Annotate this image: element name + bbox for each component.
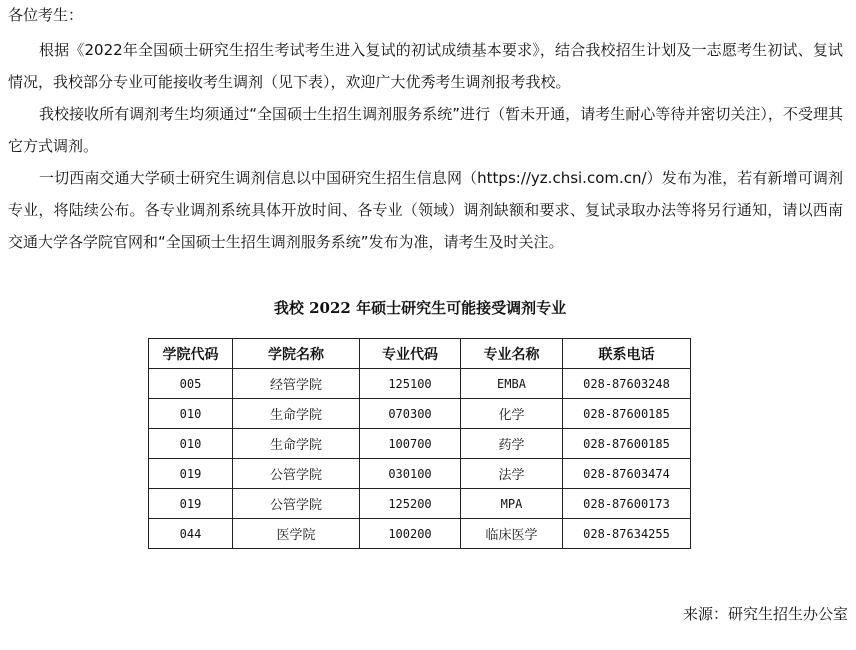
cell-major-code: 100200 bbox=[360, 519, 461, 549]
table-row bbox=[149, 369, 691, 399]
salutation: 各位考生： bbox=[8, 6, 84, 24]
cell-college-name: 医学院 bbox=[233, 519, 360, 549]
cell-college-code: 005 bbox=[149, 369, 233, 399]
cell-college-name: 生命学院 bbox=[233, 399, 360, 429]
cell-college-name: 生命学院 bbox=[233, 429, 360, 459]
paragraph-announcement-source: 一切西南交通大学硕士研究生调剂信息以中国研究生招生信息网（https://yz.chsi.com.cn/）发布为准，若有新增可调剂专业，将陆续公布。各专业调剂系统具体开放时间、各专业（领域）调剂缺额和要求、复试录取办法等将另行通知，请以西南交通大学各学院官网和“全国硕士生招生调剂服务系统”发布为准，请考生及时关注。 bbox=[8, 169, 843, 251]
cell-major-name: 药学 bbox=[461, 429, 563, 459]
cell-college-name: 公管学院 bbox=[233, 489, 360, 519]
header-major-code: 专业代码 bbox=[360, 339, 461, 369]
header-major-name: 专业名称 bbox=[461, 339, 563, 369]
cell-major-code: 100700 bbox=[360, 429, 461, 459]
cell-college-code: 044 bbox=[149, 519, 233, 549]
cell-college-code: 019 bbox=[149, 489, 233, 519]
cell-phone: 028-87634255 bbox=[563, 519, 691, 549]
cell-major-name: EMBA bbox=[461, 369, 563, 399]
cell-college-name: 经管学院 bbox=[233, 369, 360, 399]
cell-major-code: 125200 bbox=[360, 489, 461, 519]
cell-phone: 028-87600173 bbox=[563, 489, 691, 519]
cell-phone: 028-87600185 bbox=[563, 399, 691, 429]
cell-major-name: 临床医学 bbox=[461, 519, 563, 549]
cell-major-code: 125100 bbox=[360, 369, 461, 399]
majors-table bbox=[148, 338, 691, 549]
cell-college-code: 010 bbox=[149, 429, 233, 459]
header-college-name: 学院名称 bbox=[233, 339, 360, 369]
cell-college-name: 公管学院 bbox=[233, 459, 360, 489]
cell-college-code: 010 bbox=[149, 399, 233, 429]
cell-phone: 028-87600185 bbox=[563, 429, 691, 459]
cell-major-name: 法学 bbox=[461, 459, 563, 489]
table-row bbox=[149, 519, 691, 549]
cell-major-code: 070300 bbox=[360, 399, 461, 429]
table-row bbox=[149, 429, 691, 459]
table-title: 我校 2022 年硕士研究生可能接受调剂专业 bbox=[273, 299, 567, 317]
cell-major-name: MPA bbox=[461, 489, 563, 519]
paragraph-adjustment-intro: 根据《2022年全国硕士研究生招生考试考生进入复试的初试成绩基本要求》，结合我校招生计划及一志愿考生初试、复试情况，我校部分专业可能接收考生调剂（见下表），欢迎广大优秀考生调剂报考我校。 bbox=[8, 41, 843, 91]
cell-college-code: 019 bbox=[149, 459, 233, 489]
paragraph-system-requirement: 我校接收所有调剂考生均须通过“全国硕士生招生调剂服务系统”进行（暂未开通，请考生耐心等待并密切关注），不受理其它方式调剂。 bbox=[8, 105, 843, 155]
table-header-row bbox=[149, 339, 691, 369]
cell-major-code: 030100 bbox=[360, 459, 461, 489]
cell-major-name: 化学 bbox=[461, 399, 563, 429]
source-credit: 来源：研究生招生办公室 bbox=[682, 605, 848, 623]
table-row bbox=[149, 459, 691, 489]
header-college-code: 学院代码 bbox=[149, 339, 233, 369]
header-phone: 联系电话 bbox=[563, 339, 691, 369]
cell-phone: 028-87603248 bbox=[563, 369, 691, 399]
table-row bbox=[149, 399, 691, 429]
cell-phone: 028-87603474 bbox=[563, 459, 691, 489]
table-row bbox=[149, 489, 691, 519]
